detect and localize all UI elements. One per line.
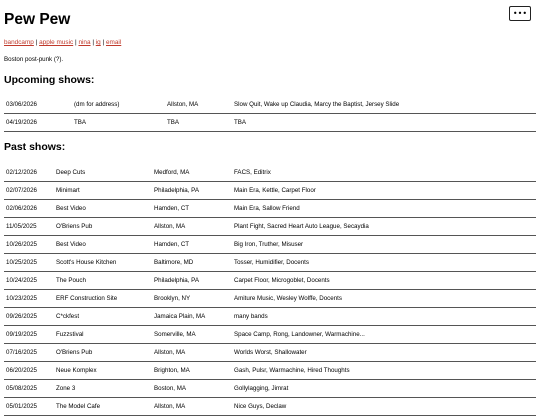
show-location: Philadelphia, PA <box>154 187 199 194</box>
table-row <box>4 236 536 254</box>
show-venue: Best Video <box>56 241 86 248</box>
upcoming-shows-table <box>4 96 536 132</box>
show-date: 06/20/2025 <box>6 367 37 374</box>
link-separator: | <box>74 39 77 46</box>
show-location: Philadelphia, PA <box>154 277 199 284</box>
table-row <box>4 398 536 416</box>
show-date: 02/06/2026 <box>6 205 37 212</box>
past-shows-heading: Past shows: <box>4 141 66 153</box>
table-row <box>4 114 536 132</box>
show-venue: Fuzzstival <box>56 331 84 338</box>
show-lineup: Amiture Music, Wesley Wolffe, Docents <box>234 295 342 302</box>
show-lineup: Plant Fight, Sacred Heart Auto League, Secaydia <box>234 223 369 230</box>
show-location: Allston, MA <box>154 349 186 356</box>
show-venue: ERF Construction Site <box>56 295 118 302</box>
social-links <box>4 39 121 46</box>
show-location: Boston, MA <box>154 385 186 392</box>
show-location: Allston, MA <box>154 403 186 410</box>
show-venue: Neue Komplex <box>56 367 97 374</box>
show-location: Jamaica Plain, MA <box>154 313 206 320</box>
show-lineup: Slow Quit, Wake up Claudia, Marcy the Baptist, Jersey Slide <box>234 101 400 108</box>
more-menu-button[interactable]: ••• <box>509 6 531 21</box>
link-apple-music[interactable]: apple music <box>39 39 74 46</box>
show-location: Hamden, CT <box>154 205 190 212</box>
link-email[interactable]: email <box>105 39 122 46</box>
show-lineup: many bands <box>234 313 268 320</box>
show-venue: Minimart <box>56 187 80 194</box>
show-venue: Zone 3 <box>56 385 76 392</box>
table-row <box>4 362 536 380</box>
show-lineup: Nice Guys, Declaw <box>234 403 287 410</box>
show-date: 11/05/2025 <box>6 223 37 230</box>
show-venue: Deep Cuts <box>56 169 86 176</box>
upcoming-shows-heading: Upcoming shows: <box>4 74 95 86</box>
link-ig[interactable]: ig <box>95 39 101 46</box>
show-date: 02/12/2026 <box>6 169 37 176</box>
show-date: 10/23/2025 <box>6 295 37 302</box>
show-location: Brooklyn, NY <box>154 295 191 302</box>
band-tagline: Boston post-punk (?). <box>4 56 64 63</box>
table-row <box>4 200 536 218</box>
table-row <box>4 308 536 326</box>
table-row <box>4 326 536 344</box>
table-row <box>4 254 536 272</box>
show-location: Baltimore, MD <box>154 259 194 266</box>
table-row <box>4 344 536 362</box>
table-row <box>4 96 536 114</box>
show-venue: O'Briens Pub <box>56 223 93 230</box>
show-location: Brighton, MA <box>154 367 190 374</box>
show-date: 02/07/2026 <box>6 187 37 194</box>
show-location: Allston, MA <box>167 101 199 108</box>
show-date: 05/01/2025 <box>6 403 37 410</box>
show-date: 10/25/2025 <box>6 259 37 266</box>
show-venue: Scott's House Kitchen <box>56 259 117 266</box>
show-location: Medford, MA <box>154 169 190 176</box>
show-venue: C*ckfest <box>56 313 80 320</box>
link-bandcamp[interactable]: bandcamp <box>4 39 34 46</box>
show-date: 04/19/2026 <box>6 119 37 126</box>
page-title: Pew Pew <box>4 11 71 28</box>
show-venue: (dm for address) <box>74 101 120 108</box>
show-date: 09/26/2025 <box>6 313 37 320</box>
table-row <box>4 272 536 290</box>
table-row <box>4 380 536 398</box>
show-lineup: Space Camp, Rong, Landowner, Warmachine... <box>234 331 365 338</box>
table-row <box>4 290 536 308</box>
show-location: Allston, MA <box>154 223 186 230</box>
show-lineup: Carpet Floor, Microgoblet, Docents <box>234 277 330 284</box>
show-date: 05/08/2025 <box>6 385 37 392</box>
show-lineup: Gollylagging, Jimrat <box>234 385 289 392</box>
show-location: Hamden, CT <box>154 241 190 248</box>
show-date: 09/19/2025 <box>6 331 37 338</box>
show-lineup: Main Era, Sallow Friend <box>234 205 300 212</box>
table-row <box>4 182 536 200</box>
past-shows-table <box>4 164 536 416</box>
show-venue: TBA <box>74 119 87 126</box>
show-date: 10/24/2025 <box>6 277 37 284</box>
show-venue: The Pouch <box>56 277 86 284</box>
link-separator: | <box>102 39 105 46</box>
show-date: 10/26/2025 <box>6 241 37 248</box>
show-lineup: Big Iron, Truther, Misuser <box>234 241 304 248</box>
show-lineup: TBA <box>234 119 247 126</box>
show-venue: Best Video <box>56 205 86 212</box>
show-date: 03/06/2026 <box>6 101 37 108</box>
link-separator: | <box>35 39 38 46</box>
show-lineup: Gash, Pulsr, Warmachine, Hired Thoughts <box>234 367 350 374</box>
show-lineup: Main Era, Kettle, Carpet Floor <box>234 187 316 194</box>
table-row <box>4 164 536 182</box>
show-location: Somerville, MA <box>154 331 196 338</box>
table-row <box>4 218 536 236</box>
link-separator: | <box>92 39 94 46</box>
show-date: 07/16/2025 <box>6 349 37 356</box>
show-venue: The Model Cafe <box>56 403 101 410</box>
show-lineup: FACS, Editrix <box>234 169 271 176</box>
show-lineup: Tosser, Humidifier, Docents <box>234 259 309 266</box>
show-location: TBA <box>167 119 180 126</box>
link-nina[interactable]: nina <box>78 39 91 46</box>
show-lineup: Worlds Worst, Shallowater <box>234 349 307 356</box>
show-venue: O'Briens Pub <box>56 349 93 356</box>
